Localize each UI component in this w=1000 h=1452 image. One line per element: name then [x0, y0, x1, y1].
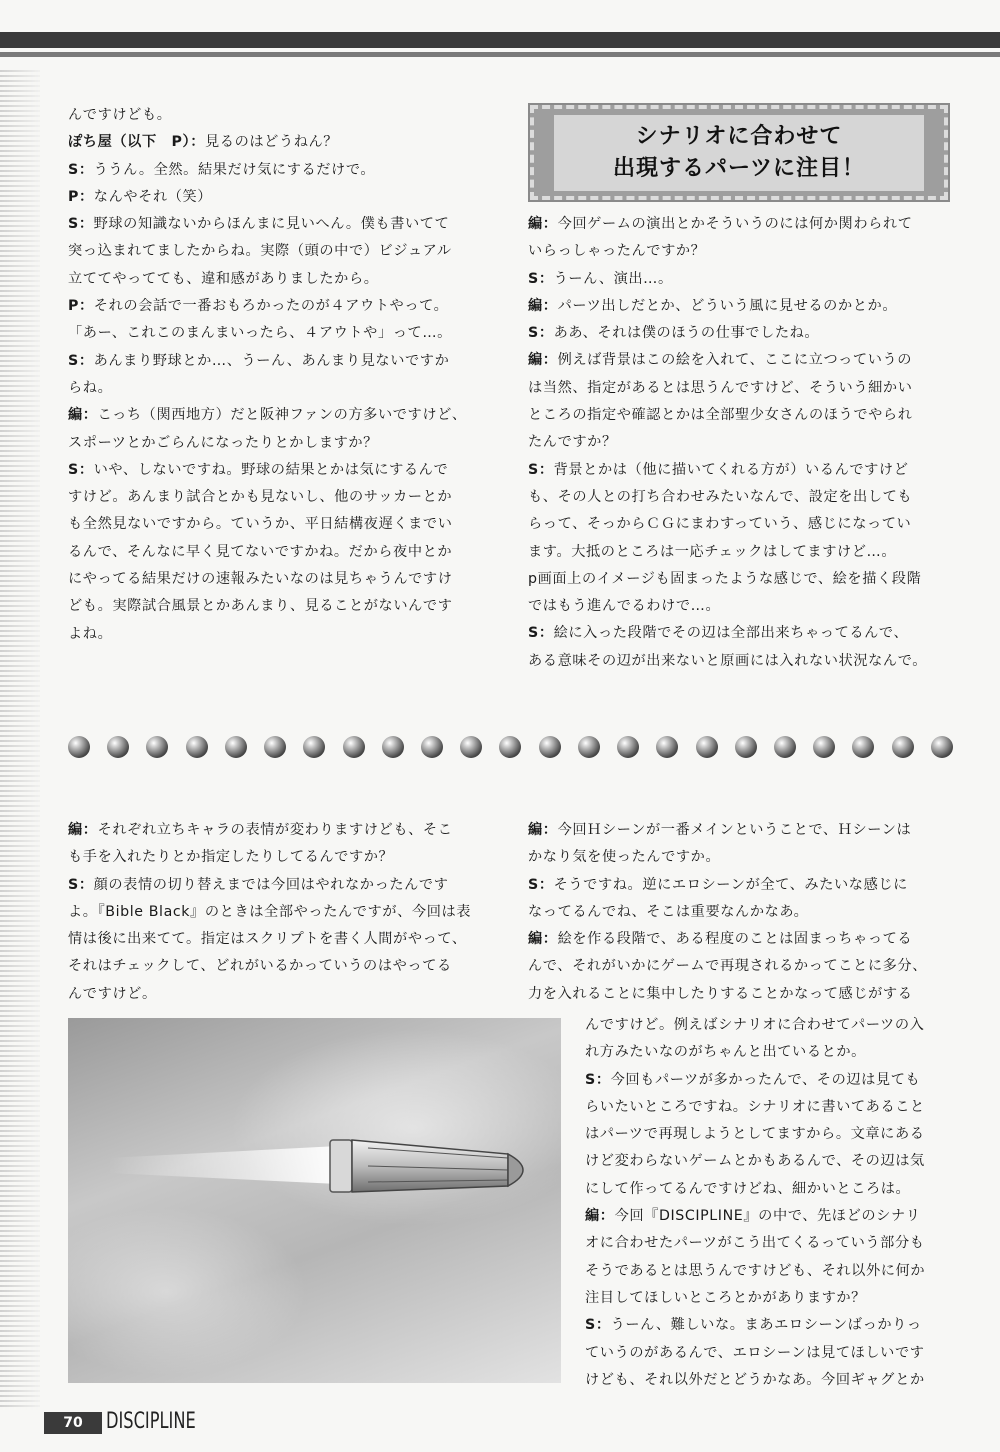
text-line: ではもう進んでるわけで…。 [528, 598, 721, 615]
speaker-label: S： [528, 625, 554, 642]
speaker-label: P： [68, 298, 94, 315]
text-line: オに合わせたパーツがこう出てくるっていう部分も [585, 1235, 925, 1252]
text-line: 編：こっち（関西地方）だと阪神ファンの方多いですけど、 [68, 407, 467, 424]
header-bar-thin [0, 52, 1000, 57]
text-line: 力を入れることに集中したりすることかなって感じがする [528, 985, 913, 1002]
text-line: 編：今回『DISCIPLINE』の中で、先ほどのシナリ [585, 1208, 921, 1225]
text-line: らね。 [68, 379, 113, 396]
speaker-label: S： [585, 1071, 611, 1088]
section-heading-line: 出現するパーツに注目！ [612, 155, 866, 181]
text-line: けど変わらないゲームとかもあるんで、その辺は気 [585, 1153, 925, 1170]
text-line: らって、そっからＣＧにまわすっていう、感じになってい [528, 516, 912, 533]
text-line: ていうのがあるんで、エロシーンは見てほしいです [585, 1344, 925, 1361]
speaker-label: 編： [528, 352, 558, 369]
section-heading-inner [554, 115, 924, 191]
text-line: S：背景とかは（他に描いてくれる方が）いるんですけど [528, 461, 909, 478]
sphere-bullet-icon [852, 736, 874, 758]
sphere-bullet-icon [146, 736, 168, 758]
text-line: p画面上のイメージも固まったような感じで、絵を描く段階 [528, 570, 922, 587]
text-line: それはチェックして、どれがいるかっていうのはやってる [68, 958, 452, 975]
sphere-bullet-icon [696, 736, 718, 758]
sphere-bullet-icon [617, 736, 639, 758]
speaker-label: P： [68, 188, 94, 205]
text-line: 編：例えば背景はこの絵を入れて、ここに立つっていうの [528, 352, 913, 369]
game-screenshot-image [68, 1018, 561, 1383]
text-line: いらっしゃったんですか？ [528, 243, 706, 260]
text-line: たんですか？ [528, 434, 617, 451]
text-line: 突っ込まれてましたからね。実際（頭の中で）ビジュアル [68, 243, 452, 260]
section-heading-box [530, 105, 948, 200]
missile-illustration [68, 1018, 561, 1383]
text-line: んですけど。例えばシナリオに合わせてパーツの入 [585, 1017, 925, 1033]
text-line: れ方みたいなのがちゃんと出ているとか。 [585, 1044, 866, 1061]
column-bottom-right-narrow [585, 1012, 953, 1394]
text-line: S：ううん。全然。結果だけ気にするだけで。 [68, 161, 376, 178]
text-line: 注目してほしいところとかがありますか？ [585, 1289, 866, 1306]
text-line: 編：パーツ出しだとか、どういう風に見せるのかとか。 [528, 297, 898, 314]
speaker-label: 編： [528, 931, 558, 948]
sphere-bullet-icon [774, 736, 796, 758]
column-top-right [528, 211, 953, 675]
text-line: ます。大抵のところは一応チェックはしてますけど…。 [528, 543, 897, 560]
sphere-bullet-icon [68, 736, 90, 758]
side-stripe-decoration [0, 70, 40, 1410]
sphere-bullet-icon [107, 736, 129, 758]
text-line: S：そうですね。逆にエロシーンが全て、みたいな感じに [528, 876, 908, 893]
text-line: にして作ってるんですけどね、細かいところは。 [585, 1180, 911, 1197]
text-line: S：野球の知識ないからほんまに見いへん。僕も書いてて [68, 216, 450, 233]
text-line: かなり気を使ったんですか。 [528, 849, 721, 866]
sphere-bullet-icon [303, 736, 325, 758]
text-line: も手を入れたりとか指定したりしてるんですか？ [68, 849, 394, 866]
text-line: 編：今回ゲームの演出とかそういうのには何か関わられて [528, 216, 913, 232]
text-line: は当然、指定があるとは思うんですけど、そういう細かい [528, 379, 913, 396]
speaker-label: S： [528, 876, 554, 893]
speaker-label: S： [68, 461, 94, 478]
text-line: はパーツで再現しようとしてますから。文章にある [585, 1126, 925, 1143]
speaker-label: 編： [68, 822, 98, 838]
exhaust-trail [108, 1146, 338, 1184]
sphere-bullet-icon [656, 736, 678, 758]
text-line: ところの指定や確認とかは全部聖少女さんのほうでやられ [528, 407, 913, 424]
speaker-label: 編： [585, 1208, 615, 1225]
speaker-label: 編： [68, 407, 98, 424]
speaker-label: S： [528, 325, 554, 342]
text-line: P：それの会話で一番おもろかったのが４アウトやって。 [68, 298, 449, 315]
sphere-bullet-icon [578, 736, 600, 758]
text-line: ども。実際試合風景とかあんまり、見ることがないんです [68, 598, 453, 615]
speaker-label: S： [528, 270, 554, 287]
text-line: も、その人との打ち合わせみたいなんで、設定を出しても [528, 488, 913, 505]
speaker-label: S： [528, 461, 554, 478]
speaker-label: 編： [528, 216, 558, 232]
text-line: らいたいところですね。シナリオに書いてあること [585, 1098, 925, 1115]
column-top-left [68, 102, 486, 648]
sphere-bullet-icon [892, 736, 914, 758]
missile-ring [330, 1140, 352, 1192]
text-line: 立ててやってても、違和感がありましたから。 [68, 270, 379, 287]
section-heading-line: シナリオに合わせて [635, 123, 843, 149]
text-line: よ。『Bible Black』のときは全部やったんですが、今回は表 [68, 903, 472, 920]
sphere-divider [68, 736, 953, 762]
text-line: P：なんやそれ（笑） [68, 188, 213, 205]
text-line: ある意味その辺が出来ないと原画には入れない状況なんで。 [528, 652, 927, 669]
text-line: S：絵に入った段階でその辺は全部出来ちゃってるんで、 [528, 625, 909, 642]
sphere-bullet-icon [421, 736, 443, 758]
sphere-bullet-icon [539, 736, 561, 758]
speaker-label: 編： [528, 297, 558, 314]
text-line: んですけど。 [68, 985, 157, 1002]
text-line: 編：今回Ｈシーンが一番メインということで、Ｈシーンは [528, 822, 912, 838]
sphere-bullet-icon [813, 736, 835, 758]
footer-title: DISCIPLINE [106, 1409, 196, 1434]
text-line: S：うーん、難しいな。まあエロシーンばっかりっ [585, 1317, 922, 1334]
sphere-bullet-icon [931, 736, 953, 758]
text-line: すけど。あんまり試合とかも見ないし、他のサッカーとか [68, 489, 453, 506]
text-line: にやってる結果だけの速報みたいなのは見ちゃうんですけ [68, 571, 453, 588]
column-bottom-left [68, 817, 486, 1008]
sphere-bullet-icon [225, 736, 247, 758]
speaker-label: S： [68, 216, 94, 233]
sphere-bullet-icon [460, 736, 482, 758]
text-line: 編：それぞれ立ちキャラの表情が変わりますけども、そこ [68, 822, 453, 838]
text-line: ぽち屋（以下 P）：見るのはどうねん？ [68, 134, 339, 151]
sphere-bullet-icon [382, 736, 404, 758]
text-line: も全然見ないですから。ていうか、平日結構夜遅くまでい [68, 516, 453, 533]
speaker-label: S： [68, 352, 94, 369]
speaker-label: S： [68, 161, 94, 178]
text-line: S：顔の表情の切り替えまでは今回はやれなかったんです [68, 876, 449, 893]
text-line: S：うーん、演出…。 [528, 270, 673, 287]
text-line: 情は後に出来てて。指定はスクリプトを書く人間がやって、 [68, 931, 467, 948]
text-line: んで、それがいかにゲームで再現されるかってことに多分、 [528, 958, 927, 975]
text-line: んですけども。 [68, 107, 172, 123]
sphere-bullet-icon [343, 736, 365, 758]
text-line: そうであるとは思うんですけども、それ以外に何か [585, 1262, 926, 1279]
text-line: S：今回もパーツが多かったんで、その辺は見ても [585, 1071, 921, 1088]
speaker-label: S： [68, 876, 94, 893]
text-line: るんで、そんなに早く見てないですかね。だから夜中とか [68, 543, 453, 560]
text-line: S：いや、しないですね。野球の結果とかは気にするんで [68, 461, 449, 478]
sphere-bullet-icon [499, 736, 521, 758]
text-line: よね。 [68, 625, 113, 642]
text-line: S：ああ、それは僕のほうの仕事でしたね。 [528, 325, 820, 342]
text-line: けども、それ以外だとどうかなあ。今回ギャグとか [585, 1371, 925, 1388]
text-line: スポーツとかごらんになったりとかしますか？ [68, 434, 378, 451]
column-bottom-right [528, 817, 953, 1008]
text-line: なってるんでね、そこは重要なんかなあ。 [528, 903, 809, 920]
header-bar [0, 32, 1000, 48]
text-line: 編：絵を作る段階で、ある程度のことは固まっちゃってる [528, 931, 913, 948]
page-number: 70 [44, 1412, 102, 1434]
sphere-bullet-icon [186, 736, 208, 758]
sphere-bullet-icon [264, 736, 286, 758]
speaker-label: 編： [528, 822, 558, 838]
text-line: 「あー、これこのまんまいったら、４アウトや」って…。 [68, 325, 452, 342]
speaker-label: ぽち屋（以下 P）： [68, 134, 205, 151]
text-line: S：あんまり野球とか…、うーん、あんまり見ないですか [68, 352, 450, 369]
sphere-bullet-icon [735, 736, 757, 758]
missile-nose [508, 1154, 523, 1186]
speaker-label: S： [585, 1317, 611, 1334]
